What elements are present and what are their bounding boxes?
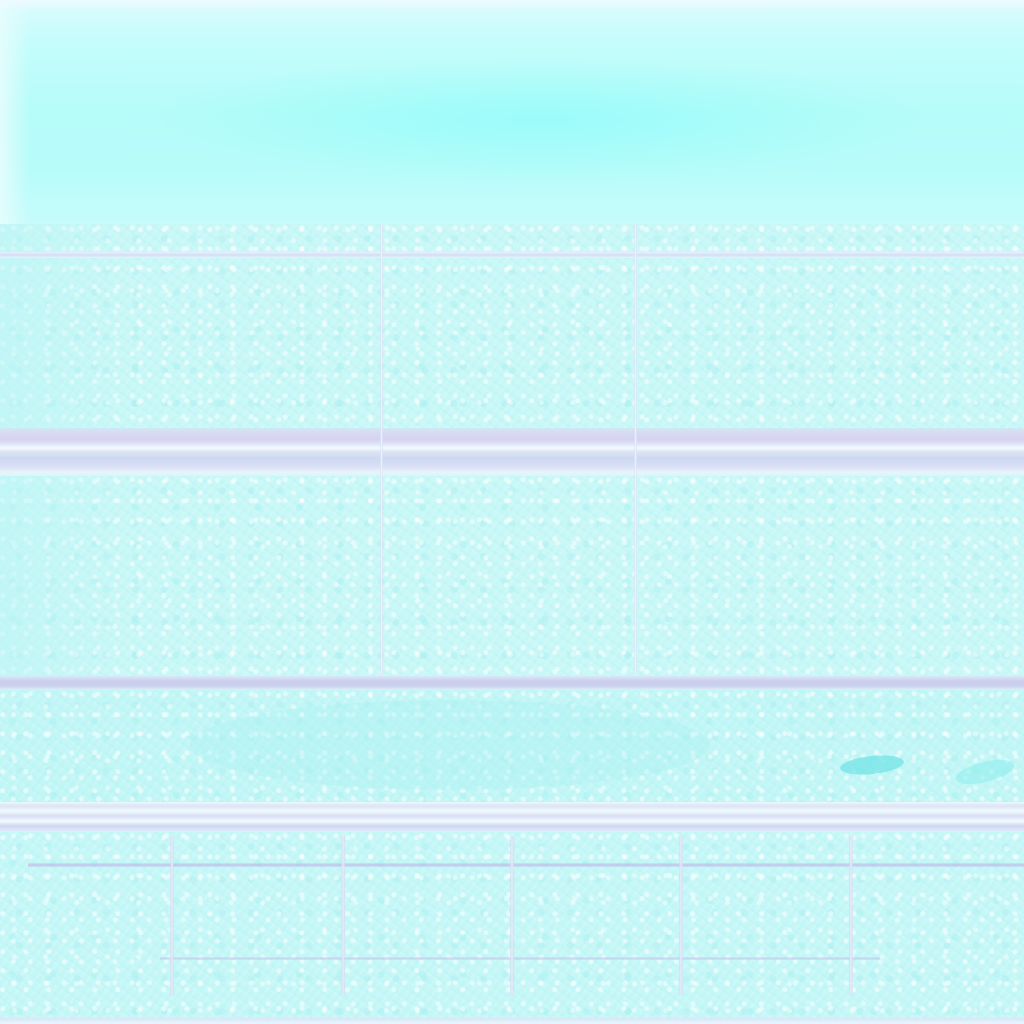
vertical-seam (380, 224, 383, 676)
trim-rail-bottom-edge (0, 1018, 1024, 1024)
surface-stain (190, 700, 710, 790)
grout-line-horizontal (28, 863, 1024, 867)
trim-rail-base (0, 802, 1024, 832)
grout-line-horizontal (160, 957, 880, 960)
trim-rail-top (0, 252, 1024, 258)
trim-rail-lower (0, 676, 1024, 690)
grout-line-vertical (679, 836, 683, 996)
grout-line-vertical (849, 836, 853, 996)
vertical-seam (634, 224, 637, 676)
grout-line-vertical (341, 836, 345, 996)
grout-line-vertical (510, 836, 514, 996)
top-glow-band (0, 0, 1024, 224)
trim-rail-middle (0, 428, 1024, 476)
grout-line-vertical (170, 836, 174, 996)
tile-panel-middle (0, 476, 1024, 680)
